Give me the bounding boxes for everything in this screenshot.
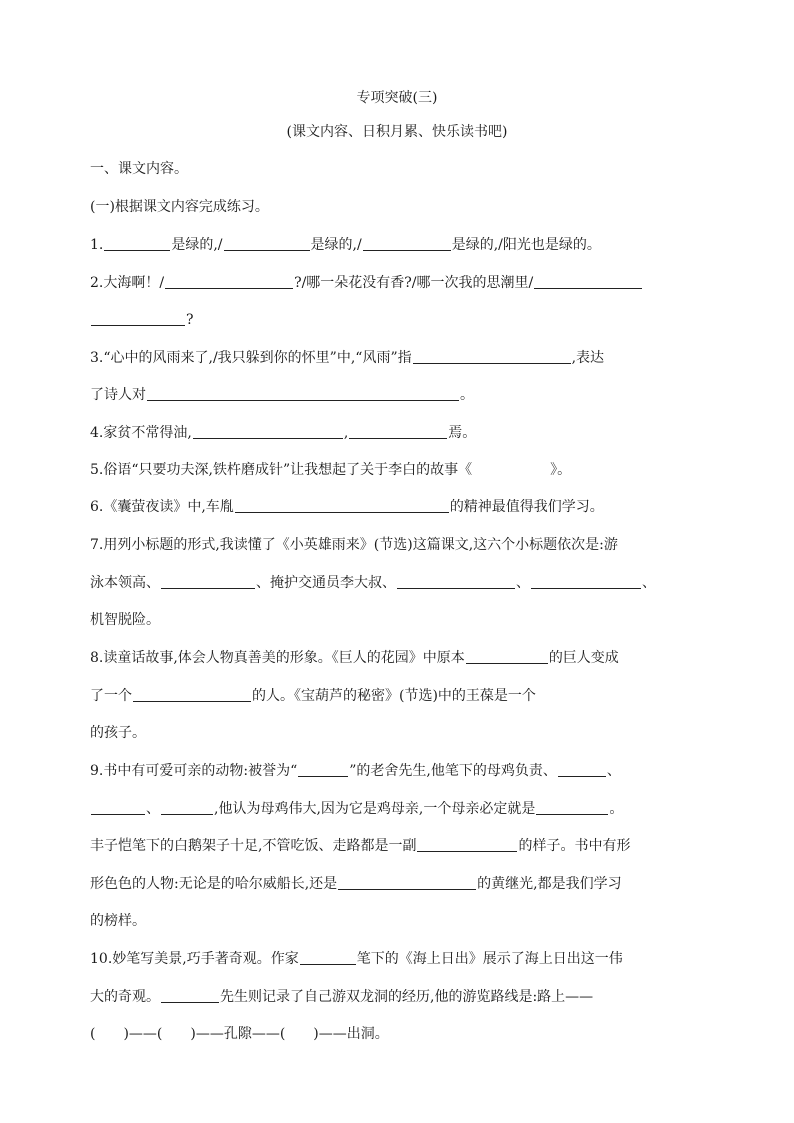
q9-text: 、 [606,763,621,779]
question-9 [90,760,710,784]
q10-text: 10.妙笔写美景,巧手著奇观。作家 [90,951,299,967]
answer-blank[interactable] [413,349,571,364]
q3-text: 。 [460,387,474,403]
answer-blank[interactable] [193,424,343,439]
q2-text: ?/哪一朵花没有香?/哪一次我的思潮里/ [294,275,534,291]
q8-text: 的人。《宝葫芦的秘密》(节选)中的王葆是一个 [252,688,536,704]
answer-blank[interactable] [224,236,310,251]
q5-text: 5.俗语“只要功夫深,铁杵磨成针”让我想起了关于李白的故事《 [90,462,473,478]
q7-text: 、 [642,575,656,591]
answer-blank[interactable] [91,800,145,815]
q9-text: 9.书中有可爱可亲的动物:被誉为“ [90,763,298,779]
q1-text: 是绿的,/ [310,237,362,253]
q1-text: 是绿的,/ [171,237,223,253]
question-3 [90,347,710,371]
q7-text: 、 [516,575,530,591]
question-10-end: ( )——( )——孔隙——( )——出洞。 [90,1026,389,1042]
q3-text: ,表达 [571,350,605,366]
answer-blank[interactable] [349,424,447,439]
q2-text: ? [186,312,194,328]
question-9-cont [90,798,710,822]
q6-text: 的精神最值得我们学习。 [449,499,604,515]
q9-text: 的黄继光,都是我们学习 [477,876,622,892]
q9-text: 形色色的人物:无论是的哈尔威船长,还是 [90,876,338,892]
question-9-end: 的榜样。 [90,913,146,929]
q9-text: 、 [146,801,160,817]
question-7-cont [90,572,710,596]
answer-blank[interactable] [91,311,185,326]
answer-blank[interactable] [161,800,213,815]
question-10-cont [90,986,710,1010]
question-8-cont [90,685,710,709]
answer-blank[interactable] [363,236,451,251]
question-8 [90,647,710,671]
q7-text: 泳本领高、 [90,575,160,591]
question-1 [90,234,710,258]
question-3-cont [90,384,710,408]
q3-text: 3.“心中的风雨来了,/我只躲到你的怀里”中,“风雨”指 [90,350,412,366]
page-title: 专项突破(三) [356,90,438,106]
answer-blank[interactable] [417,837,517,852]
q1-text: 1. [90,237,104,253]
answer-blank[interactable] [558,762,606,777]
q8-text: 了一个 [90,688,132,704]
answer-blank[interactable] [161,574,255,589]
answer-blank[interactable] [531,574,641,589]
q4-text: , [343,425,349,441]
answer-blank[interactable] [534,274,642,289]
answer-blank[interactable] [298,762,348,777]
answer-blank[interactable] [536,800,608,815]
q10-text: 笔下的《海上日出》展示了海上日出这一伟 [356,951,623,967]
answer-blank[interactable] [466,649,548,664]
q9-text: ,他认为母鸡伟大,因为它是鸡母亲,一个母亲必定就是 [214,801,536,817]
answer-blank[interactable] [147,386,459,401]
part-heading: (一)根据课文内容完成练习。 [90,199,269,215]
question-2 [90,272,710,296]
answer-blank[interactable] [133,687,251,702]
q9-text: ”的老舍先生,他笔下的母鸡负责、 [349,763,557,779]
question-9-cont [90,835,710,859]
q10-text: 先生则记录了自己游双龙洞的经历,他的游览路线是:路上—— [220,989,594,1005]
question-7: 7.用列小标题的形式,我读懂了《小英雄雨来》(节选)这篇课文,这六个小标题依次是:游 [90,537,618,553]
answer-blank[interactable] [165,274,293,289]
question-2-cont [90,309,710,333]
page-subtitle: (课文内容、日积月累、快乐读书吧) [286,124,508,140]
answer-blank[interactable] [235,498,449,513]
question-7-end: 机智脱险。 [90,612,160,628]
question-9-cont [90,873,710,897]
q3-text: 了诗人对 [90,387,146,403]
question-4 [90,422,710,446]
answer-blank[interactable] [161,988,219,1003]
q2-text: 2.大海啊！/ [90,275,165,291]
question-10 [90,948,710,972]
q4-text: 4.家贫不常得油, [90,425,192,441]
question-5 [90,459,710,483]
answer-blank[interactable] [300,950,356,965]
answer-blank[interactable] [104,236,170,251]
answer-blank[interactable] [338,875,476,890]
q9-text: 的样子。书中有形 [518,838,631,854]
answer-blank[interactable] [397,574,515,589]
section-heading: 一、课文内容。 [90,161,188,177]
q8-text: 8.读童话故事,体会人物真善美的形象。《巨人的花园》中原本 [90,650,465,666]
q10-text: 大的奇观。 [90,989,160,1005]
q6-text: 6.《囊萤夜读》中,车胤 [90,499,234,515]
q9-text: 。 [609,801,624,817]
q9-text: 丰子恺笔下的白鹅架子十足,不管吃饭、走路都是一副 [90,838,417,854]
question-8-end: 的孩子。 [90,725,146,741]
q5-text: 》。 [550,462,572,478]
q7-text: 、掩护交通员李大叔、 [256,575,396,591]
question-6 [90,496,710,520]
q1-text: 是绿的,/阳光也是绿的。 [451,237,601,253]
q8-text: 的巨人变成 [548,650,619,666]
q4-text: 焉。 [448,425,477,441]
